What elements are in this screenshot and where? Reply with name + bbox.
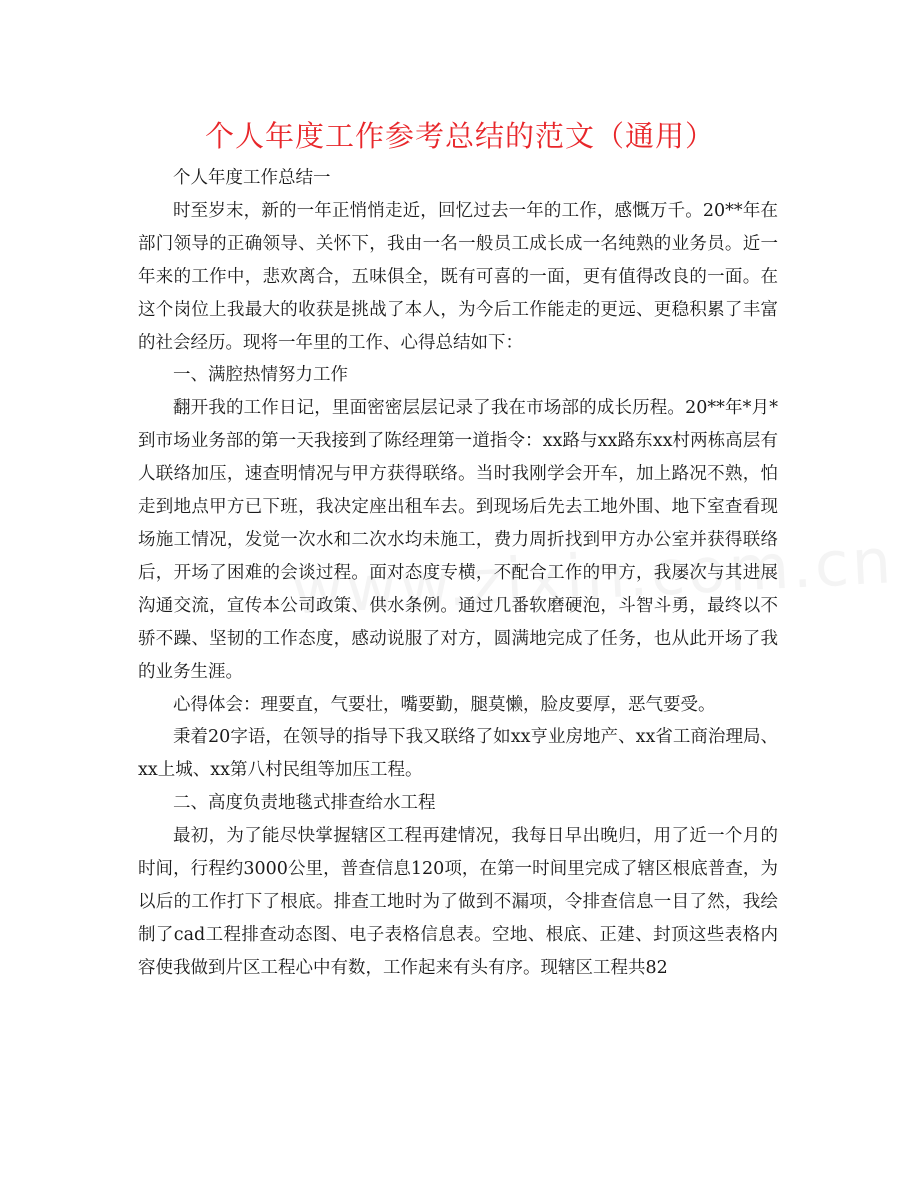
subheading-summary-one: 个人年度工作总结一 bbox=[173, 168, 331, 188]
paragraph-projects: 秉着20字语，在领导的指导下我又联络了如xx亨业房地产、xx省工商治理局、xx上城、xx第八村民组等加压工程。 bbox=[138, 727, 778, 781]
document-title: 个人年度工作参考总结的范文（通用） bbox=[204, 119, 715, 153]
section-heading-two: 二、高度负责地毯式排查给水工程 bbox=[173, 793, 436, 814]
section-heading-one: 一、满腔热情努力工作 bbox=[173, 365, 348, 386]
paragraph-work-diary: 翻开我的工作日记，里面密密层层记录了我在市场部的成长历程。20**年*月*到市场业务部的第一天我接到了陈经理第一道指令：xx路与xx路东xx村两栋高层有人联络加压，速查明情况与甲方获得联络。当时我刚学会开车，加上路况不熟，怕走到地点甲方已下班，我决定座出租车去。到现场后先去工地外围、地下室查看现场施工情况，发觉一次水和二次水均未施工，费力周折找到甲方办公室并获得联络后，开场了困难的会谈过程。面对态度专横，不配合工作的甲方，我屡次与其进展沟通交流，宣传本公司政策、供水条例。通过几番软磨硬泡，斗智斗勇，最终以不骄不躁、坚韧的工作态度，感动说服了对方，圆满地完成了任务，也从此开场了我的业务生涯。 bbox=[138, 398, 778, 682]
paragraph-survey: 最初，为了能尽快掌握辖区工程再建情况，我每日早出晚归，用了近一个月的时间，行程约3000公里，普查信息120项，在第一时间里完成了辖区根底普查，为以后的工作打下了根底。排查工地时为了做到不漏项，令排查信息一目了然，我绘制了cad工程排查动态图、电子表格信息表。空地、根底、正建、封顶这些表格内容使我做到片区工程心中有数，工作起来有头有序。现辖区工程共82 bbox=[138, 826, 778, 978]
paragraph-intro: 时至岁末，新的一年正悄悄走近，回忆过去一年的工作，感慨万千。20**年在部门领导的正确领导、关怀下，我由一名一般员工成长成一名纯熟的业务员。近一年来的工作中，悲欢离合，五味俱全，既有可喜的一面，更有值得改良的一面。在这个岗位上我最大的收获是挑战了本人，为今后工作能走的更远、更稳积累了丰富的社会经历。现将一年里的工作、心得总结如下： bbox=[138, 200, 778, 353]
paragraph-insight: 心得体会：理要直，气要壮，嘴要勤，腿莫懒，脸皮要厚，恶气要受。 bbox=[173, 694, 716, 715]
document-body bbox=[138, 162, 778, 985]
